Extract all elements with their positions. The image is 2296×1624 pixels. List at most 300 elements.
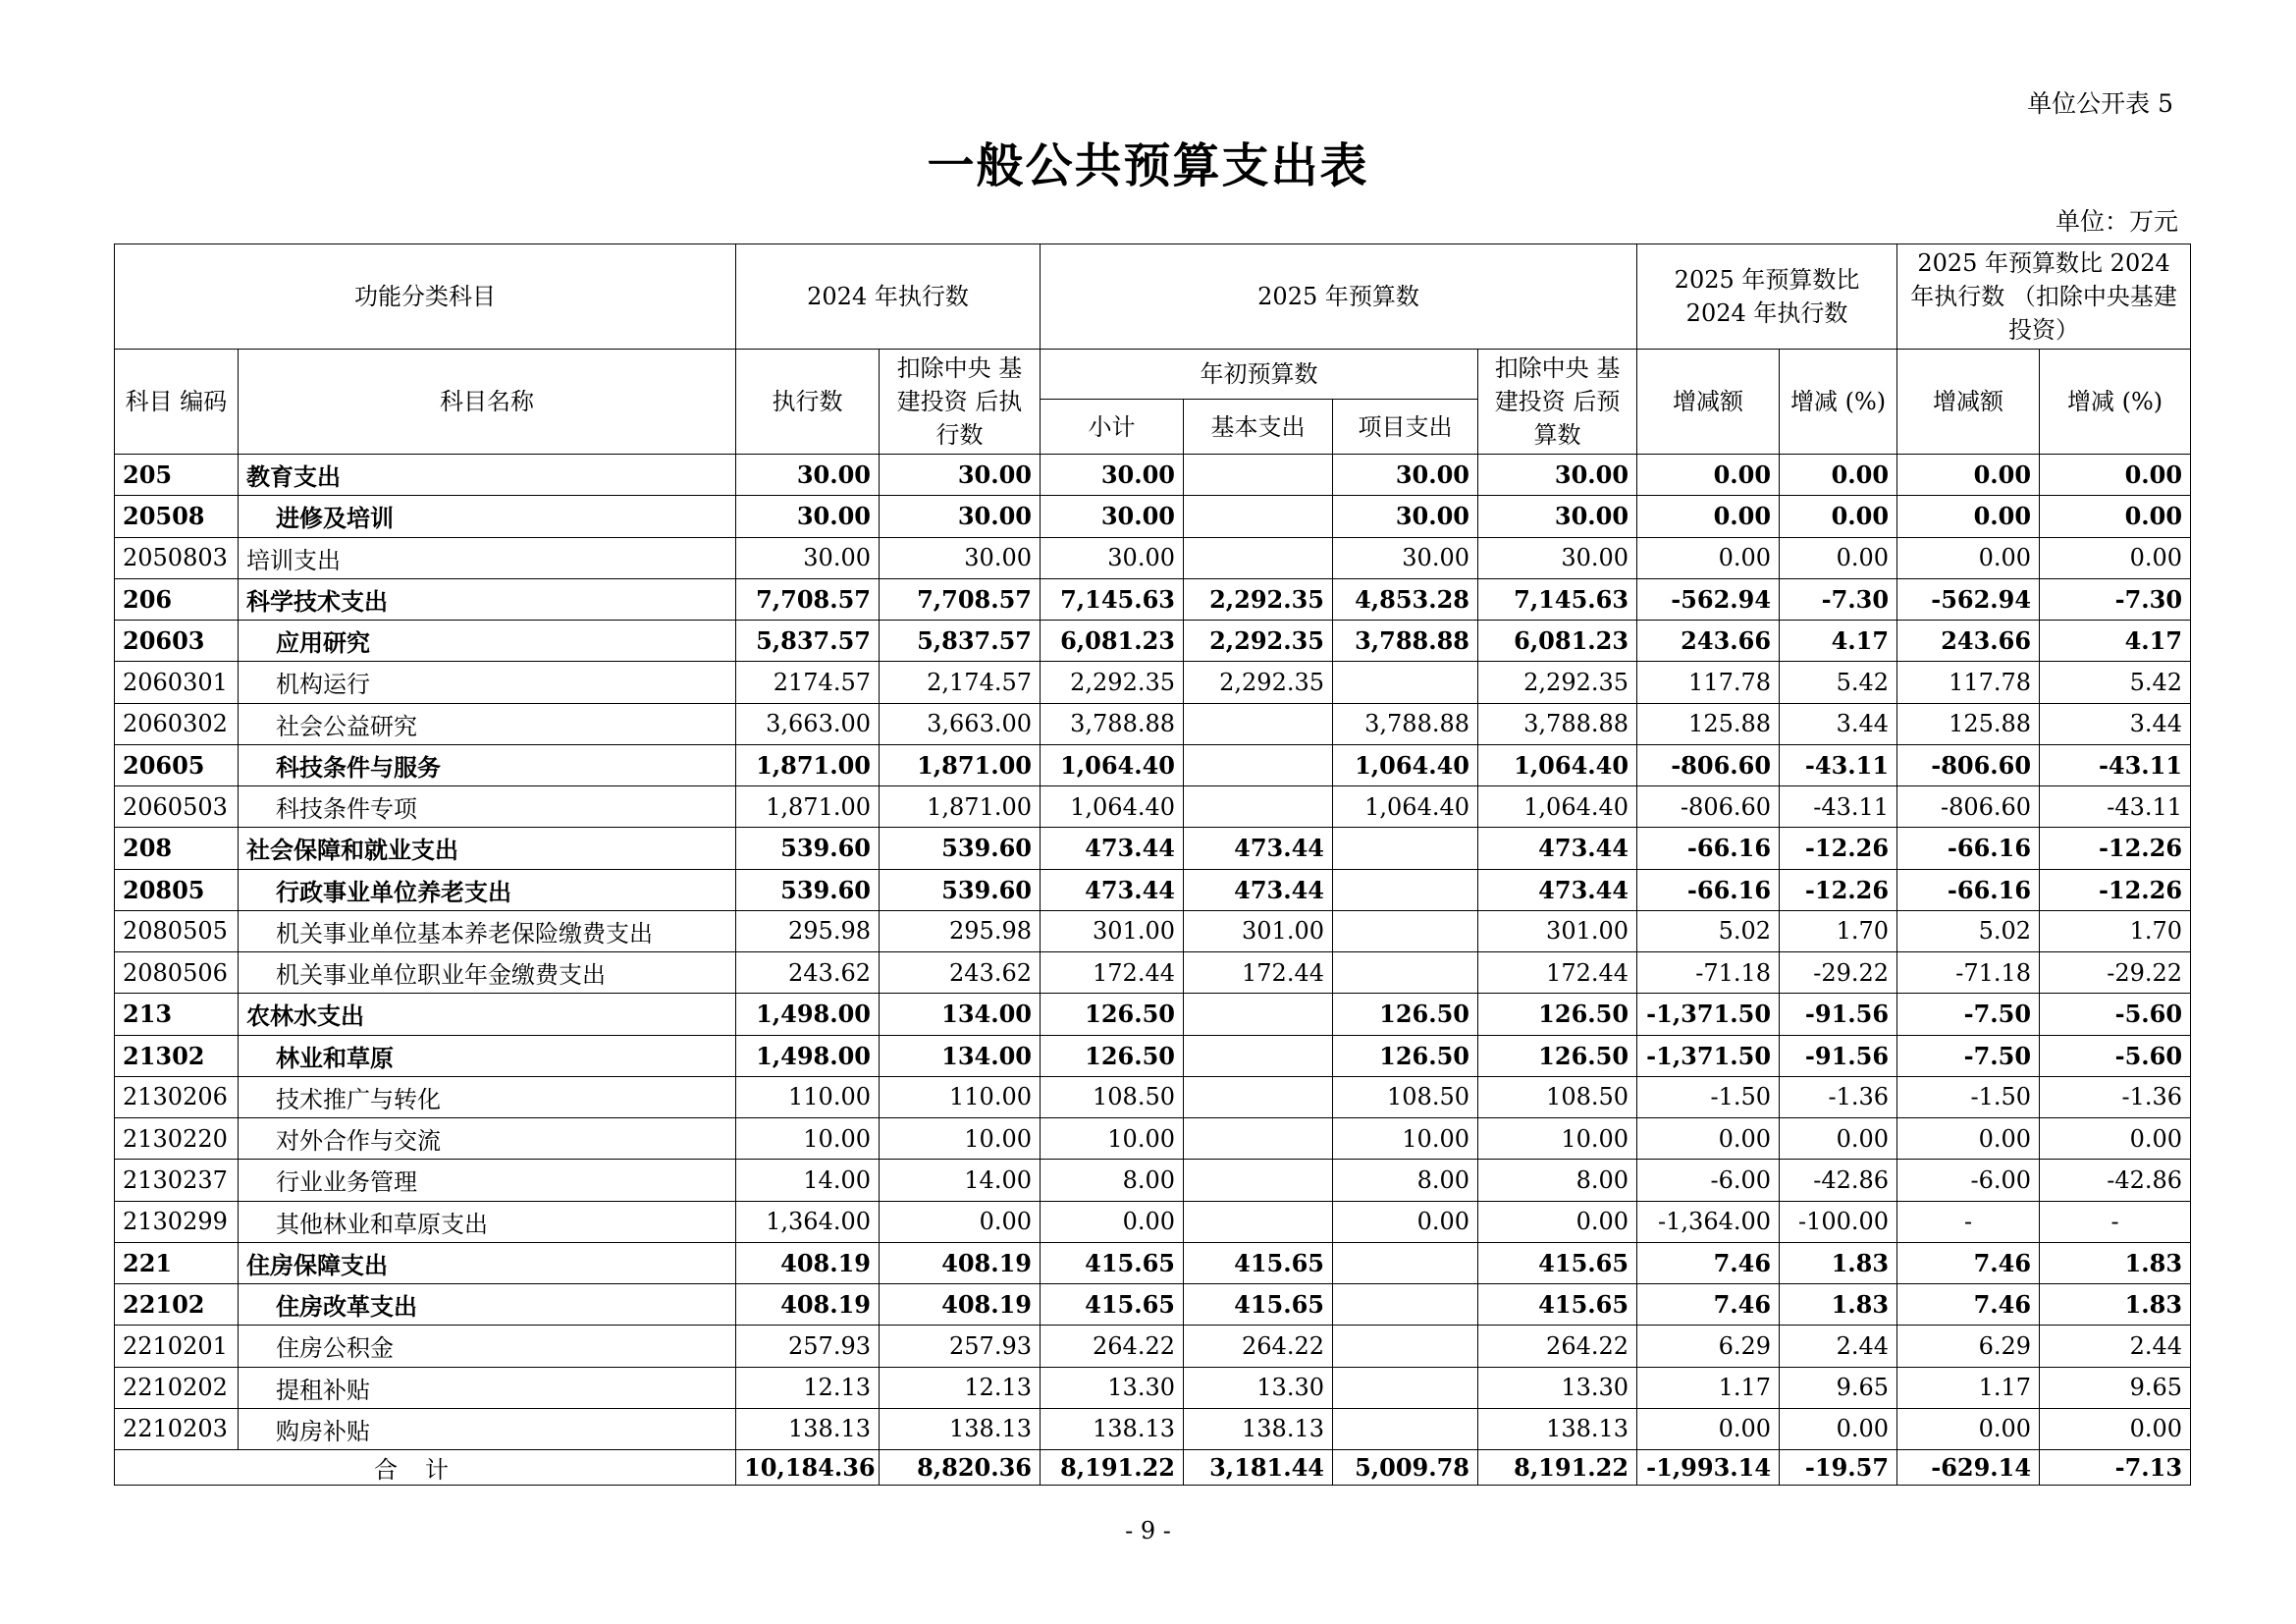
row-exec: 539.60 xyxy=(736,869,880,910)
row-budget-excl: 30.00 xyxy=(1478,537,1637,578)
row-exec: 408.19 xyxy=(736,1242,880,1283)
header-code: 科目 编码 xyxy=(115,350,239,455)
row-subtotal: 126.50 xyxy=(1041,1035,1184,1076)
total-change-percent: -19.57 xyxy=(1780,1450,1897,1486)
row-exec: 12.13 xyxy=(736,1367,880,1408)
row-budget-excl: 1,064.40 xyxy=(1478,786,1637,828)
row-exec-excl: 408.19 xyxy=(880,1242,1041,1283)
row-code: 21302 xyxy=(115,1035,239,1076)
row-name: 机关事业单位基本养老保险缴费支出 xyxy=(239,910,736,951)
row-change-percent-excl: 0.00 xyxy=(2040,537,2191,578)
row-budget-excl: 3,788.88 xyxy=(1478,703,1637,744)
row-change-percent: -91.56 xyxy=(1780,994,1897,1035)
row-change-amount-excl: -71.18 xyxy=(1897,952,2040,994)
row-basic: 301.00 xyxy=(1184,910,1333,951)
table-header xyxy=(115,244,2191,455)
row-code: 206 xyxy=(115,578,239,620)
row-exec: 10.00 xyxy=(736,1118,880,1160)
row-exec-excl: 10.00 xyxy=(880,1118,1041,1160)
row-budget-excl: 126.50 xyxy=(1478,1035,1637,1076)
row-subtotal: 473.44 xyxy=(1041,869,1184,910)
row-name: 科技条件与服务 xyxy=(239,744,736,785)
row-basic: 2,292.35 xyxy=(1184,621,1333,662)
table-row xyxy=(115,1326,2191,1367)
row-project: 1,064.40 xyxy=(1333,744,1478,785)
row-subtotal: 264.22 xyxy=(1041,1326,1184,1367)
page-number: - 9 - xyxy=(1125,1517,1171,1544)
row-change-amount: 125.88 xyxy=(1637,703,1780,744)
row-change-percent: -43.11 xyxy=(1780,744,1897,785)
table-row xyxy=(115,1284,2191,1326)
row-budget-excl: 138.13 xyxy=(1478,1408,1637,1449)
table-row xyxy=(115,828,2191,869)
row-exec: 1,498.00 xyxy=(736,1035,880,1076)
row-project: 3,788.88 xyxy=(1333,703,1478,744)
row-exec: 2174.57 xyxy=(736,662,880,703)
row-change-percent-excl: - xyxy=(2040,1201,2191,1242)
row-change-amount: -66.16 xyxy=(1637,828,1780,869)
row-project: 3,788.88 xyxy=(1333,621,1478,662)
row-basic: 473.44 xyxy=(1184,869,1333,910)
row-change-percent: -100.00 xyxy=(1780,1201,1897,1242)
table-row xyxy=(115,952,2191,994)
row-code: 213 xyxy=(115,994,239,1035)
row-project: 30.00 xyxy=(1333,496,1478,537)
row-code: 2060301 xyxy=(115,662,239,703)
row-change-percent-excl: -1.36 xyxy=(2040,1076,2191,1117)
row-change-percent: 0.00 xyxy=(1780,455,1897,496)
header-project: 项目支出 xyxy=(1333,400,1478,455)
row-change-amount: -562.94 xyxy=(1637,578,1780,620)
row-change-amount-excl: 0.00 xyxy=(1897,1408,2040,1449)
row-name: 科学技术支出 xyxy=(239,578,736,620)
row-change-percent: 1.70 xyxy=(1780,910,1897,951)
row-change-percent-excl: 0.00 xyxy=(2040,455,2191,496)
row-change-percent: -91.56 xyxy=(1780,1035,1897,1076)
row-basic xyxy=(1184,1118,1333,1160)
row-name: 机关事业单位职业年金缴费支出 xyxy=(239,952,736,994)
row-name: 科技条件专项 xyxy=(239,786,736,828)
row-basic xyxy=(1184,994,1333,1035)
row-subtotal: 1,064.40 xyxy=(1041,744,1184,785)
row-code: 205 xyxy=(115,455,239,496)
row-project xyxy=(1333,869,1478,910)
total-project: 5,009.78 xyxy=(1333,1450,1478,1486)
row-name: 其他林业和草原支出 xyxy=(239,1201,736,1242)
row-project: 30.00 xyxy=(1333,455,1478,496)
row-budget-excl: 1,064.40 xyxy=(1478,744,1637,785)
table-row xyxy=(115,1242,2191,1283)
row-subtotal: 1,064.40 xyxy=(1041,786,1184,828)
header-compare-excl: 2025 年预算数比 2024 年执行数 （扣除中央基建投资） xyxy=(1897,244,2191,350)
table-row xyxy=(115,1201,2191,1242)
row-change-amount-excl: 7.46 xyxy=(1897,1242,2040,1283)
row-exec: 243.62 xyxy=(736,952,880,994)
row-change-amount-excl: -66.16 xyxy=(1897,828,2040,869)
row-exec: 14.00 xyxy=(736,1160,880,1201)
row-project: 0.00 xyxy=(1333,1201,1478,1242)
row-change-amount: -806.60 xyxy=(1637,786,1780,828)
row-exec-excl: 14.00 xyxy=(880,1160,1041,1201)
row-name: 进修及培训 xyxy=(239,496,736,537)
row-change-percent-excl: 0.00 xyxy=(2040,496,2191,537)
header-exec-2024: 2024 年执行数 xyxy=(736,244,1041,350)
row-change-percent-excl: 0.00 xyxy=(2040,1118,2191,1160)
row-exec: 408.19 xyxy=(736,1284,880,1326)
row-subtotal: 7,145.63 xyxy=(1041,578,1184,620)
row-basic xyxy=(1184,496,1333,537)
row-change-amount: 117.78 xyxy=(1637,662,1780,703)
row-change-amount: -806.60 xyxy=(1637,744,1780,785)
table-row xyxy=(115,1076,2191,1117)
row-change-percent: -42.86 xyxy=(1780,1160,1897,1201)
row-exec: 295.98 xyxy=(736,910,880,951)
row-name: 住房公积金 xyxy=(239,1326,736,1367)
row-budget-excl: 6,081.23 xyxy=(1478,621,1637,662)
row-exec: 1,871.00 xyxy=(736,744,880,785)
row-code: 2060503 xyxy=(115,786,239,828)
row-change-percent: -1.36 xyxy=(1780,1076,1897,1117)
table-row xyxy=(115,662,2191,703)
row-subtotal: 30.00 xyxy=(1041,537,1184,578)
row-subtotal: 30.00 xyxy=(1041,455,1184,496)
row-change-percent: 1.83 xyxy=(1780,1242,1897,1283)
row-budget-excl: 13.30 xyxy=(1478,1367,1637,1408)
row-change-amount: -1,371.50 xyxy=(1637,994,1780,1035)
row-change-amount: -1,364.00 xyxy=(1637,1201,1780,1242)
row-change-amount-excl: 0.00 xyxy=(1897,1118,2040,1160)
row-exec-excl: 134.00 xyxy=(880,994,1041,1035)
table-row xyxy=(115,578,2191,620)
row-change-amount: 6.29 xyxy=(1637,1326,1780,1367)
header-budget-2025: 2025 年预算数 xyxy=(1041,244,1637,350)
row-budget-excl: 30.00 xyxy=(1478,496,1637,537)
row-change-percent-excl: -43.11 xyxy=(2040,786,2191,828)
row-name: 社会保障和就业支出 xyxy=(239,828,736,869)
row-change-amount: 5.02 xyxy=(1637,910,1780,951)
row-exec: 257.93 xyxy=(736,1326,880,1367)
row-subtotal: 415.65 xyxy=(1041,1242,1184,1283)
row-name: 林业和草原 xyxy=(239,1035,736,1076)
table-row xyxy=(115,910,2191,951)
row-budget-excl: 8.00 xyxy=(1478,1160,1637,1201)
header-change-amount: 增减额 xyxy=(1637,350,1780,455)
row-exec: 5,837.57 xyxy=(736,621,880,662)
row-code: 20508 xyxy=(115,496,239,537)
unit-label: 单位：万元 xyxy=(2055,207,2178,236)
total-exec-excl: 8,820.36 xyxy=(880,1450,1041,1486)
header-name: 科目名称 xyxy=(239,350,736,455)
row-change-amount: -71.18 xyxy=(1637,952,1780,994)
row-name: 教育支出 xyxy=(239,455,736,496)
row-change-percent-excl: 2.44 xyxy=(2040,1326,2191,1367)
row-name: 培训支出 xyxy=(239,537,736,578)
row-budget-excl: 264.22 xyxy=(1478,1326,1637,1367)
row-exec: 7,708.57 xyxy=(736,578,880,620)
row-budget-excl: 415.65 xyxy=(1478,1242,1637,1283)
row-project: 10.00 xyxy=(1333,1118,1478,1160)
header-change-amount-excl: 增减额 xyxy=(1897,350,2040,455)
row-change-amount-excl: 125.88 xyxy=(1897,703,2040,744)
row-code: 22102 xyxy=(115,1284,239,1326)
row-change-percent-excl: -5.60 xyxy=(2040,1035,2191,1076)
row-code: 2080505 xyxy=(115,910,239,951)
row-change-amount-excl: -806.60 xyxy=(1897,786,2040,828)
row-basic xyxy=(1184,703,1333,744)
row-name: 行业业务管理 xyxy=(239,1160,736,1201)
row-change-amount: 0.00 xyxy=(1637,537,1780,578)
total-subtotal: 8,191.22 xyxy=(1041,1450,1184,1486)
row-change-percent: 2.44 xyxy=(1780,1326,1897,1367)
total-budget-excl: 8,191.22 xyxy=(1478,1450,1637,1486)
total-change-amount-excl: -629.14 xyxy=(1897,1450,2040,1486)
row-name: 机构运行 xyxy=(239,662,736,703)
row-change-percent-excl: -29.22 xyxy=(2040,952,2191,994)
row-budget-excl: 30.00 xyxy=(1478,455,1637,496)
row-exec: 1,871.00 xyxy=(736,786,880,828)
table-row xyxy=(115,621,2191,662)
header-compare-exec: 2025 年预算数比 2024 年执行数 xyxy=(1637,244,1897,350)
row-subtotal: 415.65 xyxy=(1041,1284,1184,1326)
total-change-percent-excl: -7.13 xyxy=(2040,1450,2191,1486)
row-exec-excl: 30.00 xyxy=(880,537,1041,578)
row-exec: 539.60 xyxy=(736,828,880,869)
row-change-amount-excl: -7.50 xyxy=(1897,994,2040,1035)
table-row xyxy=(115,1408,2191,1449)
row-exec-excl: 30.00 xyxy=(880,496,1041,537)
row-subtotal: 0.00 xyxy=(1041,1201,1184,1242)
row-code: 2050803 xyxy=(115,537,239,578)
row-subtotal: 10.00 xyxy=(1041,1118,1184,1160)
row-exec-excl: 138.13 xyxy=(880,1408,1041,1449)
header-exec: 执行数 xyxy=(736,350,880,455)
row-code: 2130206 xyxy=(115,1076,239,1117)
row-change-amount-excl: 0.00 xyxy=(1897,537,2040,578)
row-change-percent: 3.44 xyxy=(1780,703,1897,744)
table-row xyxy=(115,869,2191,910)
row-code: 2060302 xyxy=(115,703,239,744)
row-change-percent-excl: 0.00 xyxy=(2040,1408,2191,1449)
row-change-amount: 7.46 xyxy=(1637,1284,1780,1326)
row-basic: 13.30 xyxy=(1184,1367,1333,1408)
row-name: 技术推广与转化 xyxy=(239,1076,736,1117)
row-change-percent-excl: -42.86 xyxy=(2040,1160,2191,1201)
row-change-amount-excl: 6.29 xyxy=(1897,1326,2040,1367)
row-exec: 30.00 xyxy=(736,455,880,496)
row-budget-excl: 126.50 xyxy=(1478,994,1637,1035)
row-project xyxy=(1333,1284,1478,1326)
row-change-percent-excl: -5.60 xyxy=(2040,994,2191,1035)
row-exec-excl: 243.62 xyxy=(880,952,1041,994)
row-change-amount: 243.66 xyxy=(1637,621,1780,662)
row-project: 8.00 xyxy=(1333,1160,1478,1201)
row-change-percent-excl: 3.44 xyxy=(2040,703,2191,744)
row-code: 208 xyxy=(115,828,239,869)
row-exec: 138.13 xyxy=(736,1408,880,1449)
row-change-percent: -29.22 xyxy=(1780,952,1897,994)
row-change-amount: -66.16 xyxy=(1637,869,1780,910)
row-subtotal: 301.00 xyxy=(1041,910,1184,951)
row-code: 2130237 xyxy=(115,1160,239,1201)
row-change-amount-excl: 243.66 xyxy=(1897,621,2040,662)
row-basic: 2,292.35 xyxy=(1184,662,1333,703)
row-exec-excl: 539.60 xyxy=(880,828,1041,869)
row-change-percent-excl: -7.30 xyxy=(2040,578,2191,620)
table-row xyxy=(115,1035,2191,1076)
row-name: 住房改革支出 xyxy=(239,1284,736,1326)
row-change-amount-excl: -66.16 xyxy=(1897,869,2040,910)
row-change-amount-excl: -7.50 xyxy=(1897,1035,2040,1076)
row-change-amount-excl: -806.60 xyxy=(1897,744,2040,785)
table-row xyxy=(115,496,2191,537)
row-code: 2210202 xyxy=(115,1367,239,1408)
row-code: 20603 xyxy=(115,621,239,662)
row-subtotal: 126.50 xyxy=(1041,994,1184,1035)
row-budget-excl: 0.00 xyxy=(1478,1201,1637,1242)
row-exec-excl: 30.00 xyxy=(880,455,1041,496)
row-change-amount: 0.00 xyxy=(1637,496,1780,537)
row-change-percent: 0.00 xyxy=(1780,1408,1897,1449)
header-change-percent: 增减 (%) xyxy=(1780,350,1897,455)
row-change-percent: 4.17 xyxy=(1780,621,1897,662)
row-change-percent-excl: -12.26 xyxy=(2040,869,2191,910)
row-name: 住房保障支出 xyxy=(239,1242,736,1283)
row-change-percent: 5.42 xyxy=(1780,662,1897,703)
row-name: 农林水支出 xyxy=(239,994,736,1035)
row-exec-excl: 12.13 xyxy=(880,1367,1041,1408)
row-exec-excl: 408.19 xyxy=(880,1284,1041,1326)
row-project xyxy=(1333,1326,1478,1367)
row-project: 4,853.28 xyxy=(1333,578,1478,620)
row-budget-excl: 10.00 xyxy=(1478,1118,1637,1160)
row-name: 提租补贴 xyxy=(239,1367,736,1408)
row-subtotal: 30.00 xyxy=(1041,496,1184,537)
row-change-percent-excl: 5.42 xyxy=(2040,662,2191,703)
row-basic xyxy=(1184,537,1333,578)
table-number-label: 单位公开表 5 xyxy=(2027,89,2173,118)
row-change-amount-excl: 117.78 xyxy=(1897,662,2040,703)
row-change-amount-excl: 5.02 xyxy=(1897,910,2040,951)
row-subtotal: 172.44 xyxy=(1041,952,1184,994)
row-change-percent: 1.83 xyxy=(1780,1284,1897,1326)
header-change-percent-excl: 增减 (%) xyxy=(2040,350,2191,455)
table-row xyxy=(115,744,2191,785)
row-name: 应用研究 xyxy=(239,621,736,662)
row-exec-excl: 110.00 xyxy=(880,1076,1041,1117)
row-basic xyxy=(1184,1160,1333,1201)
row-exec-excl: 7,708.57 xyxy=(880,578,1041,620)
row-project xyxy=(1333,952,1478,994)
total-label: 合计 xyxy=(115,1450,736,1486)
row-exec-excl: 5,837.57 xyxy=(880,621,1041,662)
row-change-percent-excl: 9.65 xyxy=(2040,1367,2191,1408)
row-project: 1,064.40 xyxy=(1333,786,1478,828)
row-change-percent-excl: -43.11 xyxy=(2040,744,2191,785)
total-basic: 3,181.44 xyxy=(1184,1450,1333,1486)
row-exec: 1,364.00 xyxy=(736,1201,880,1242)
row-exec-excl: 0.00 xyxy=(880,1201,1041,1242)
total-exec: 10,184.36 xyxy=(736,1450,880,1486)
row-code: 2130299 xyxy=(115,1201,239,1242)
row-change-amount: 0.00 xyxy=(1637,1408,1780,1449)
table-row xyxy=(115,537,2191,578)
row-project: 30.00 xyxy=(1333,537,1478,578)
row-change-percent: 0.00 xyxy=(1780,496,1897,537)
row-change-percent: -12.26 xyxy=(1780,828,1897,869)
row-budget-excl: 415.65 xyxy=(1478,1284,1637,1326)
row-change-percent-excl: 4.17 xyxy=(2040,621,2191,662)
row-change-amount: 0.00 xyxy=(1637,455,1780,496)
row-code: 2210201 xyxy=(115,1326,239,1367)
row-exec-excl: 3,663.00 xyxy=(880,703,1041,744)
row-budget-excl: 473.44 xyxy=(1478,869,1637,910)
row-basic xyxy=(1184,455,1333,496)
row-subtotal: 13.30 xyxy=(1041,1367,1184,1408)
row-project: 126.50 xyxy=(1333,1035,1478,1076)
header-func-category: 功能分类科目 xyxy=(115,244,736,350)
row-budget-excl: 172.44 xyxy=(1478,952,1637,994)
header-initial-budget: 年初预算数 xyxy=(1041,350,1478,400)
row-basic: 2,292.35 xyxy=(1184,578,1333,620)
row-basic xyxy=(1184,744,1333,785)
row-change-percent: 0.00 xyxy=(1780,1118,1897,1160)
row-change-amount: 1.17 xyxy=(1637,1367,1780,1408)
row-change-amount-excl: 0.00 xyxy=(1897,496,2040,537)
table-row xyxy=(115,703,2191,744)
row-budget-excl: 108.50 xyxy=(1478,1076,1637,1117)
row-code: 20805 xyxy=(115,869,239,910)
row-code: 221 xyxy=(115,1242,239,1283)
row-budget-excl: 2,292.35 xyxy=(1478,662,1637,703)
row-subtotal: 138.13 xyxy=(1041,1408,1184,1449)
row-basic xyxy=(1184,1076,1333,1117)
row-exec: 30.00 xyxy=(736,496,880,537)
table-row xyxy=(115,786,2191,828)
row-subtotal: 473.44 xyxy=(1041,828,1184,869)
budget-table xyxy=(114,244,2191,1486)
row-exec-excl: 295.98 xyxy=(880,910,1041,951)
row-exec-excl: 257.93 xyxy=(880,1326,1041,1367)
row-subtotal: 2,292.35 xyxy=(1041,662,1184,703)
row-change-amount-excl: 0.00 xyxy=(1897,455,2040,496)
row-change-amount: -6.00 xyxy=(1637,1160,1780,1201)
row-code: 2130220 xyxy=(115,1118,239,1160)
total-change-amount: -1,993.14 xyxy=(1637,1450,1780,1486)
row-subtotal: 6,081.23 xyxy=(1041,621,1184,662)
row-exec: 30.00 xyxy=(736,537,880,578)
total-row xyxy=(115,1450,2191,1486)
row-change-amount: 0.00 xyxy=(1637,1118,1780,1160)
row-change-amount: -1.50 xyxy=(1637,1076,1780,1117)
row-change-amount-excl: 7.46 xyxy=(1897,1284,2040,1326)
row-project xyxy=(1333,1367,1478,1408)
row-exec-excl: 539.60 xyxy=(880,869,1041,910)
row-project xyxy=(1333,910,1478,951)
row-code: 20605 xyxy=(115,744,239,785)
row-name: 对外合作与交流 xyxy=(239,1118,736,1160)
row-code: 2080506 xyxy=(115,952,239,994)
row-change-amount-excl: -1.50 xyxy=(1897,1076,2040,1117)
row-change-amount-excl: 1.17 xyxy=(1897,1367,2040,1408)
row-change-percent: 0.00 xyxy=(1780,537,1897,578)
row-change-percent: 9.65 xyxy=(1780,1367,1897,1408)
row-basic xyxy=(1184,786,1333,828)
row-change-amount-excl: -562.94 xyxy=(1897,578,2040,620)
row-exec: 110.00 xyxy=(736,1076,880,1117)
row-basic: 415.65 xyxy=(1184,1242,1333,1283)
row-exec-excl: 134.00 xyxy=(880,1035,1041,1076)
table-row xyxy=(115,1118,2191,1160)
